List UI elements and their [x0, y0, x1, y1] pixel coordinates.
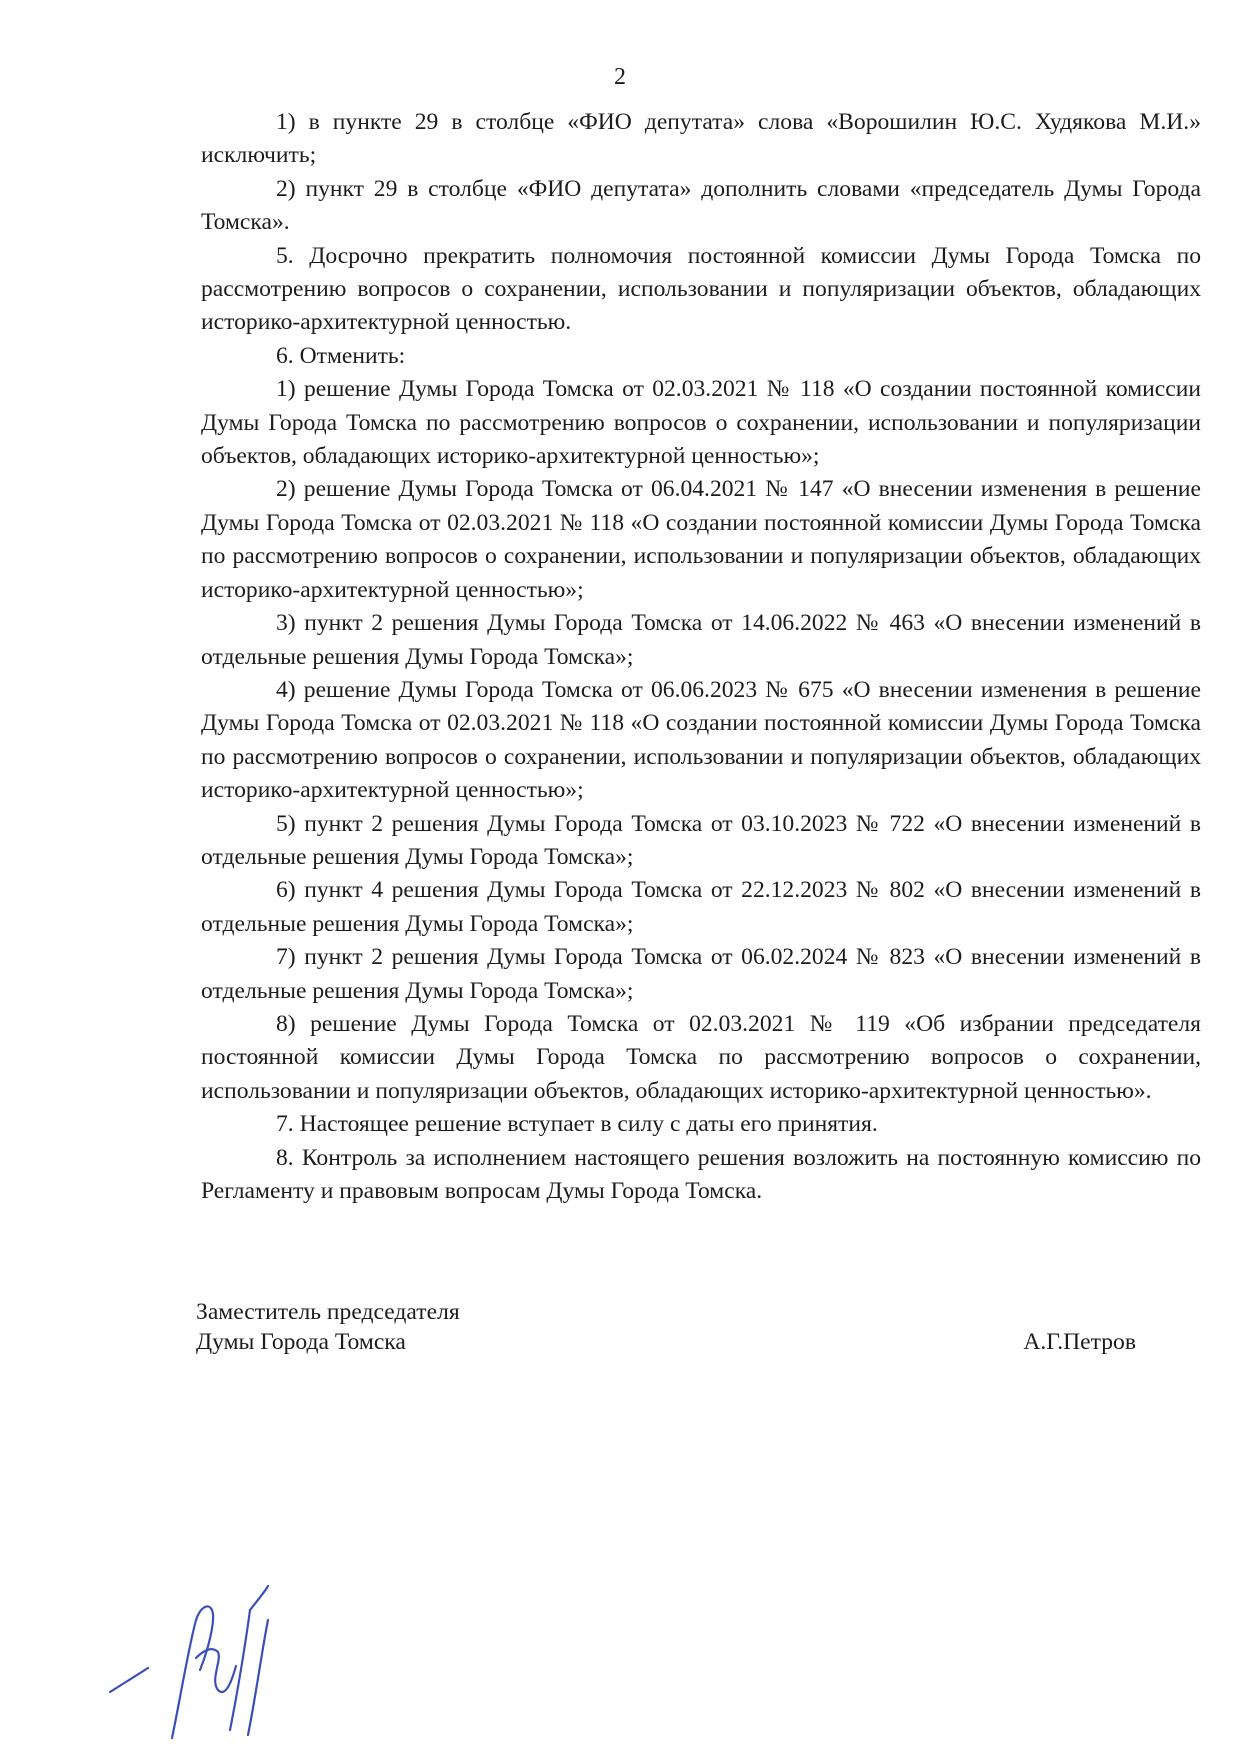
paragraph: 5) пункт 2 решения Думы Города Томска от 03.10.2023 № 722 «О внесении изменений в отдельные решения Думы Города Томска»;	[201, 810, 1201, 870]
signatory-position-line: Заместитель председателя	[196, 1299, 460, 1325]
paragraph: 6. Отменить:	[276, 342, 406, 369]
ink-stroke	[172, 1606, 213, 1738]
document-body	[201, 106, 1201, 1208]
signatory-position-line: Думы Города Томска	[196, 1329, 406, 1355]
paragraph: 1) решение Думы Города Томска от 02.03.2021 № 118 «О создании постоянной комиссии Думы Города Томска по рассмотрению вопросов о сохранении, использовании и популяризации объектов, обладающих историко-архитектурной ценностью»;	[201, 376, 1201, 470]
ink-stroke	[250, 1586, 268, 1610]
paragraph: 7. Настоящее решение вступает в силу с даты его принятия.	[276, 1111, 878, 1138]
paragraph: 6) пункт 4 решения Думы Города Томска от 22.12.2023 № 802 «О внесении изменений в отдельные решения Думы Города Томска»;	[201, 877, 1201, 937]
ink-stroke	[110, 1668, 148, 1692]
paragraph: 5. Досрочно прекратить полномочия постоянной комиссии Думы Города Томска по рассмотрению вопросов о сохранении, использовании и популяризации объектов, обладающих историко-архитектурной ценностью.	[201, 242, 1201, 336]
paragraph: 4) решение Думы Города Томска от 06.06.2023 № 675 «О внесении изменения в решение Думы Города Томска от 02.03.2021 № 118 «О создании постоянной комиссии Думы Города Томска по рассмотрению вопросов о сохранении, использовании и популяризации объектов, обладающих историко-архитектурной ценностью»;	[201, 676, 1201, 804]
ink-stroke	[230, 1610, 250, 1730]
paragraph: 1) в пункте 29 в столбце «ФИО депутата» слова «Ворошилин Ю.С. Худякова М.И.» исключить;	[201, 109, 1201, 169]
handwritten-initials	[100, 1580, 300, 1740]
signatory-position	[196, 1297, 1136, 1357]
paragraph: 2) решение Думы Города Томска от 06.04.2021 № 147 «О внесении изменения в решение Думы Города Томска от 02.03.2021 № 118 «О создании постоянной комиссии Думы Города Томска по рассмотрению вопросов о сохранении, использовании и популяризации объектов, обладающих историко-архитектурной ценностью»;	[201, 476, 1201, 603]
page-number: 2	[614, 64, 626, 90]
paragraph: 7) пункт 2 решения Думы Города Томска от 06.02.2024 № 823 «О внесении изменений в отдельные решения Думы Города Томска»;	[201, 944, 1201, 1004]
signatory-name: А.Г.Петров	[1023, 1329, 1136, 1355]
ink-stroke	[196, 1649, 236, 1692]
paragraph: 8. Контроль за исполнением настоящего решения возложить на постоянную комиссию по Регламенту и правовым вопросам Думы Города Томска.	[201, 1144, 1201, 1204]
paragraph: 2) пункт 29 в столбце «ФИО депутата» дополнить словами «председатель Думы Города Томска».	[201, 175, 1201, 236]
paragraph: 3) пункт 2 решения Думы Города Томска от 14.06.2022 № 463 «О внесении изменений в отдельные решения Думы Города Томска»;	[201, 610, 1201, 670]
paragraph: 8) решение Думы Города Томска от 02.03.2021 № 119 «Об избрании председателя постоянной комиссии Думы Города Томска по рассмотрению вопросов о сохранении, использовании и популяризации объектов, обладающих историко-архитектурной ценностью».	[201, 1010, 1201, 1104]
signature-block	[196, 1297, 1136, 1357]
ink-stroke	[248, 1620, 268, 1735]
